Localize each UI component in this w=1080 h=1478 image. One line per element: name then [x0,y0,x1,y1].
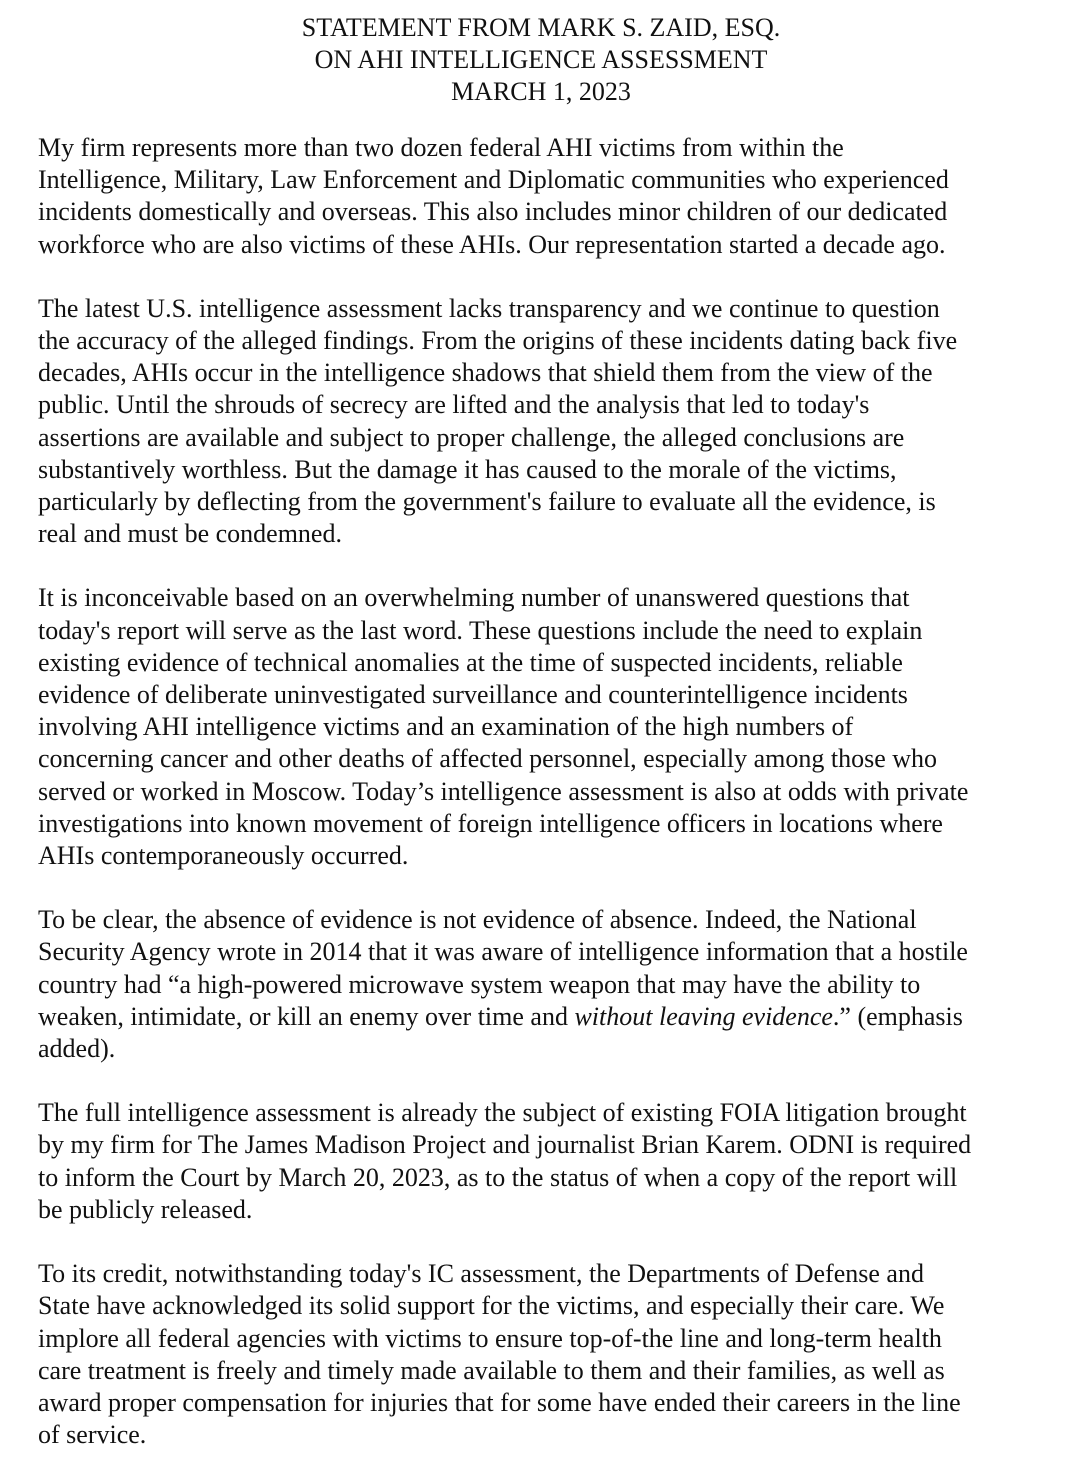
paragraph-line: assertions are available and subject to proper challenge, the alleged conclusions are [38,422,905,452]
paragraph-line: To be clear, the absence of evidence is not evidence of absence. Indeed, the National [38,905,917,935]
paragraph-line: investigations into known movement of foreign intelligence officers in locations where [38,808,943,838]
paragraph-line: care treatment is freely and timely made available to them and their families, as well as [38,1355,945,1385]
paragraph-representation [38,132,1044,261]
paragraph-line: substantively worthless. But the damage it has caused to the morale of the victims, [38,454,897,484]
paragraph-line: real and must be condemned. [38,519,342,549]
paragraph-line: implore all federal agencies with victims to ensure top-of-the line and long-term health [38,1323,942,1353]
heading-line-subject: ON AHI INTELLIGENCE ASSESSMENT [314,45,768,74]
paragraph-line: added). [38,1034,116,1064]
paragraph-line: today's report will serve as the last word. These questions include the need to explain [38,615,923,645]
paragraph-line: State have acknowledged its solid support for the victims, and especially their care. We [38,1291,945,1321]
paragraph-line: AHIs contemporaneously occurred. [38,841,409,871]
paragraph-line: evidence of deliberate uninvestigated surveillance and counterintelligence incidents [38,680,908,710]
paragraph-line: involving AHI intelligence victims and an examination of the high numbers of [38,712,854,742]
paragraph-line: The full intelligence assessment is already the subject of existing FOIA litigation brought [38,1098,967,1128]
paragraph-line: It is inconceivable based on an overwhelming number of unanswered questions that [38,583,910,613]
paragraph-line: the accuracy of the alleged findings. From the origins of these incidents dating back five [38,326,958,356]
paragraph-line: Security Agency wrote in 2014 that it was aware of intelligence information that a hostile [38,937,968,967]
line-text: .” (emphasis [832,1001,963,1031]
heading-line-date: MARCH 1, 2023 [451,77,631,106]
paragraph-line: public. Until the shrouds of secrecy are lifted and the analysis that led to today's [38,390,870,420]
paragraph-assessment-critique [38,293,1044,551]
statement-heading [38,12,1044,108]
line-text: weaken, intimidate, or kill an enemy over time and [38,1001,575,1031]
paragraph-line: The latest U.S. intelligence assessment lacks transparency and we continue to question [38,293,940,323]
paragraph-line: be publicly released. [38,1194,253,1224]
paragraph-line: existing evidence of technical anomalies at the time of suspected incidents, reliable [38,647,903,677]
paragraph-line: country had “a high-powered microwave system weapon that may have the ability to [38,969,921,999]
paragraph-line: concerning cancer and other deaths of affected personnel, especially among those who [38,744,938,774]
paragraph-line: Intelligence, Military, Law Enforcement and Diplomatic communities who experienced [38,165,949,195]
paragraph-line: To its credit, notwithstanding today's IC assessment, the Departments of Defense and [38,1259,924,1289]
paragraph-foia-litigation [38,1097,1044,1226]
paragraph-line [38,1001,1044,1033]
paragraph-line: My firm represents more than two dozen federal AHI victims from within the [38,133,844,162]
paragraph-line: by my firm for The James Madison Project and journalist Brian Karem. ODNI is required [38,1130,972,1160]
paragraph-line: particularly by deflecting from the government's failure to evaluate all the evidence, is [38,487,936,517]
paragraph-absence-of-evidence [38,904,1044,1065]
paragraph-line: served or worked in Moscow. Today’s intelligence assessment is also at odds with private [38,776,969,806]
paragraph-line: of service. [38,1420,147,1450]
paragraph-line: workforce who are also victims of these AHIs. Our representation started a decade ago. [38,229,946,259]
emphasized-quote: without leaving evidence [574,1001,833,1031]
paragraph-line: decades, AHIs occur in the intelligence shadows that shield them from the view of the [38,358,933,388]
paragraph-line: incidents domestically and overseas. This also includes minor children of our dedicated [38,197,948,227]
paragraph-unanswered-questions [38,582,1044,872]
paragraph-agency-support [38,1258,1044,1451]
heading-line-title: STATEMENT FROM MARK S. ZAID, ESQ. [301,13,781,42]
paragraph-line: award proper compensation for injuries that for some have ended their careers in the line [38,1387,961,1417]
paragraph-line: to inform the Court by March 20, 2023, as to the status of when a copy of the report will [38,1162,958,1192]
